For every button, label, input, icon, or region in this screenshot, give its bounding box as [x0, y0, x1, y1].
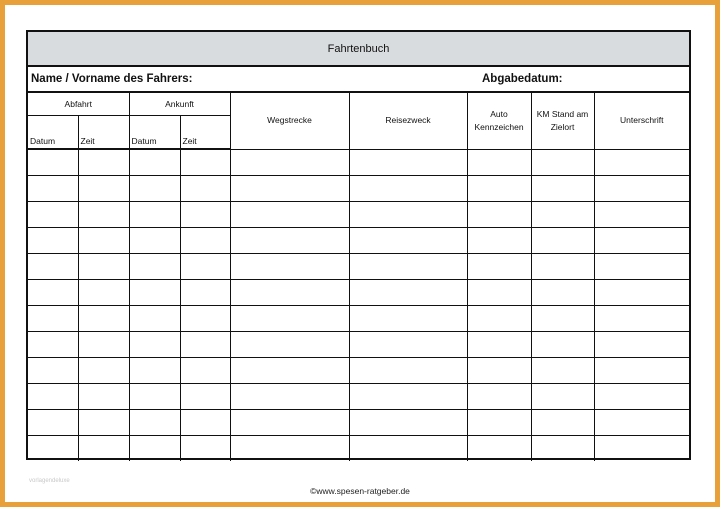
table-cell[interactable] — [78, 332, 129, 358]
table-cell[interactable] — [180, 202, 230, 228]
table-cell[interactable] — [129, 149, 180, 176]
table-cell[interactable] — [349, 384, 467, 410]
table-cell[interactable] — [78, 149, 129, 176]
table-cell[interactable] — [467, 228, 531, 254]
header-abfahrt-zeit: Zeit — [78, 116, 129, 150]
header-km-line2: Zielort — [550, 121, 575, 132]
table-cell[interactable] — [28, 436, 78, 462]
form-title: Fahrtenbuch — [28, 32, 689, 67]
table-row — [28, 384, 689, 410]
table-cell[interactable] — [467, 332, 531, 358]
table-cell[interactable] — [230, 149, 349, 176]
table-cell[interactable] — [180, 410, 230, 436]
table-cell[interactable] — [531, 149, 594, 176]
table-cell[interactable] — [78, 280, 129, 306]
table-cell[interactable] — [531, 280, 594, 306]
table-cell[interactable] — [129, 358, 180, 384]
table-cell[interactable] — [78, 436, 129, 462]
table-cell[interactable] — [349, 176, 467, 202]
table-cell[interactable] — [531, 332, 594, 358]
table-cell[interactable] — [467, 436, 531, 462]
table-cell[interactable] — [531, 410, 594, 436]
header-auto-kennzeichen — [467, 93, 531, 149]
table-row — [28, 280, 689, 306]
header-abfahrt-datum: Datum — [28, 116, 78, 150]
table-cell[interactable] — [349, 254, 467, 280]
table-cell[interactable] — [28, 228, 78, 254]
table-cell[interactable] — [531, 358, 594, 384]
table-cell[interactable] — [28, 254, 78, 280]
table-cell[interactable] — [349, 228, 467, 254]
table-cell[interactable] — [180, 149, 230, 176]
table-cell[interactable] — [180, 306, 230, 332]
table-cell[interactable] — [467, 176, 531, 202]
table-cell[interactable] — [230, 306, 349, 332]
table-cell[interactable] — [180, 436, 230, 462]
table-cell[interactable] — [594, 280, 689, 306]
table-cell[interactable] — [129, 384, 180, 410]
table-cell[interactable] — [78, 254, 129, 280]
table-cell[interactable] — [129, 176, 180, 202]
watermark-text: vorlagendeluxe — [29, 478, 70, 484]
table-cell[interactable] — [28, 149, 78, 176]
table-row — [28, 332, 689, 358]
table-cell[interactable] — [594, 306, 689, 332]
table-cell[interactable] — [129, 254, 180, 280]
table-cell[interactable] — [531, 228, 594, 254]
table-cell[interactable] — [467, 306, 531, 332]
table-cell[interactable] — [349, 306, 467, 332]
table-cell[interactable] — [531, 384, 594, 410]
table-cell[interactable] — [129, 202, 180, 228]
table-cell[interactable] — [129, 228, 180, 254]
driver-name-label: Name / Vorname des Fahrers: — [31, 73, 193, 85]
table-cell[interactable] — [180, 254, 230, 280]
table-cell[interactable] — [28, 358, 78, 384]
table-cell[interactable] — [349, 358, 467, 384]
table-cell[interactable] — [28, 202, 78, 228]
table-cell[interactable] — [467, 254, 531, 280]
table-cell[interactable] — [230, 228, 349, 254]
logbook-form — [26, 30, 691, 460]
table-cell[interactable] — [230, 332, 349, 358]
table-cell[interactable] — [78, 410, 129, 436]
header-auto-line1: Auto — [490, 108, 508, 119]
table-cell[interactable] — [230, 436, 349, 462]
table-cell[interactable] — [28, 280, 78, 306]
table-cell[interactable] — [129, 280, 180, 306]
table-cell[interactable] — [349, 436, 467, 462]
table-cell[interactable] — [78, 306, 129, 332]
table-cell[interactable] — [467, 149, 531, 176]
table-cell[interactable] — [594, 228, 689, 254]
table-cell[interactable] — [180, 384, 230, 410]
table-row — [28, 410, 689, 436]
submission-date-label: Abgabedatum: — [482, 73, 563, 85]
table-row — [28, 176, 689, 202]
table-cell[interactable] — [78, 228, 129, 254]
table-cell[interactable] — [78, 202, 129, 228]
table-cell[interactable] — [180, 176, 230, 202]
table-cell[interactable] — [531, 202, 594, 228]
table-cell[interactable] — [78, 358, 129, 384]
table-cell[interactable] — [28, 176, 78, 202]
table-cell[interactable] — [531, 176, 594, 202]
table-cell[interactable] — [230, 358, 349, 384]
table-cell[interactable] — [28, 332, 78, 358]
table-row — [28, 228, 689, 254]
table-row — [28, 254, 689, 280]
table-cell[interactable] — [129, 410, 180, 436]
table-cell[interactable] — [594, 254, 689, 280]
table-cell[interactable] — [594, 358, 689, 384]
table-cell[interactable] — [230, 202, 349, 228]
table-cell[interactable] — [594, 436, 689, 462]
table-cell[interactable] — [467, 384, 531, 410]
table-cell[interactable] — [78, 384, 129, 410]
table-cell[interactable] — [349, 202, 467, 228]
table-cell[interactable] — [594, 202, 689, 228]
header-ankunft-zeit: Zeit — [180, 116, 230, 150]
footer-copyright: ©www.spesen-ratgeber.de — [310, 486, 410, 496]
header-auto-line2: Kennzeichen — [474, 121, 524, 132]
header-reisezweck: Reisezweck — [349, 93, 467, 149]
table-cell[interactable] — [230, 254, 349, 280]
table-cell[interactable] — [349, 280, 467, 306]
table-cell[interactable] — [180, 358, 230, 384]
header-ankunft: Ankunft — [129, 93, 230, 116]
table-cell[interactable] — [531, 254, 594, 280]
table-cell[interactable] — [230, 410, 349, 436]
table-cell[interactable] — [594, 332, 689, 358]
table-cell[interactable] — [28, 306, 78, 332]
header-km-stand — [531, 93, 594, 149]
table-cell[interactable] — [594, 149, 689, 176]
table-cell[interactable] — [230, 280, 349, 306]
table-cell[interactable] — [349, 332, 467, 358]
table-cell[interactable] — [129, 306, 180, 332]
table-cell[interactable] — [467, 202, 531, 228]
header-wegstrecke: Wegstrecke — [230, 93, 349, 149]
header-km-line1: KM Stand am — [536, 108, 589, 119]
table-cell[interactable] — [180, 332, 230, 358]
header-abfahrt: Abfahrt — [28, 93, 129, 116]
table-cell[interactable] — [349, 149, 467, 176]
table-cell[interactable] — [349, 410, 467, 436]
table-cell[interactable] — [230, 176, 349, 202]
table-cell[interactable] — [129, 436, 180, 462]
table-cell[interactable] — [28, 410, 78, 436]
table-row — [28, 149, 689, 176]
table-cell[interactable] — [594, 410, 689, 436]
table-cell[interactable] — [467, 410, 531, 436]
table-cell[interactable] — [28, 384, 78, 410]
table-row — [28, 436, 689, 462]
table-cell[interactable] — [531, 306, 594, 332]
table-cell[interactable] — [129, 332, 180, 358]
table-cell[interactable] — [467, 358, 531, 384]
table-cell[interactable] — [467, 280, 531, 306]
table-cell[interactable] — [180, 228, 230, 254]
table-cell[interactable] — [78, 176, 129, 202]
table-row — [28, 306, 689, 332]
logbook-table — [28, 93, 689, 461]
table-cell[interactable] — [594, 176, 689, 202]
table-cell[interactable] — [230, 384, 349, 410]
header-unterschrift: Unterschrift — [594, 93, 689, 149]
table-row — [28, 202, 689, 228]
table-cell[interactable] — [594, 384, 689, 410]
table-cell[interactable] — [180, 280, 230, 306]
header-ankunft-datum: Datum — [129, 116, 180, 150]
table-row — [28, 358, 689, 384]
driver-info-row — [28, 67, 689, 93]
table-cell[interactable] — [531, 436, 594, 462]
